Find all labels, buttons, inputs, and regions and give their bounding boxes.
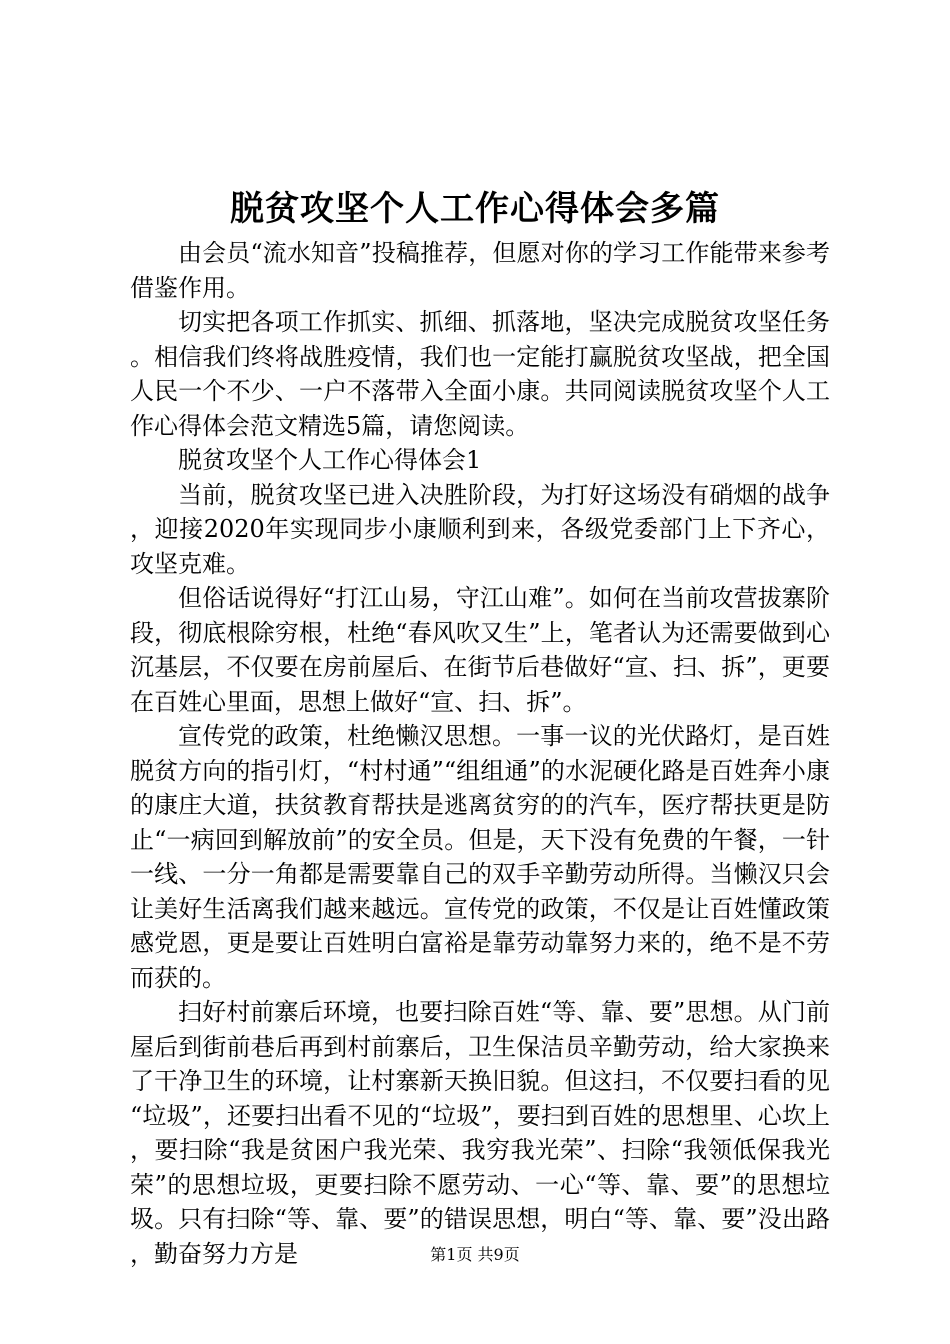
paragraph-body: 当前，脱贫攻坚已进入决胜阶段，为打好这场没有硝烟的战争，迎接2020年实现同步小康顺利到来，各级党委部门上下齐心，攻坚克难。 xyxy=(130,480,830,578)
page-footer: 第1页 共9页 xyxy=(430,1245,520,1264)
document-title: 脱贫攻坚个人工作心得体会多篇 xyxy=(230,189,720,229)
paragraph-intro: 由会员“流水知音”投稿推荐，但愿对你的学习工作能带来参考借鉴作用。 xyxy=(130,239,830,302)
paragraph-body: 宣传党的政策，杜绝懒汉思想。一事一议的光伏路灯，是百姓脱贫方向的指引灯，“村村通”“组组通”的水泥硬化路是百姓奔小康的康庄大道，扶贫教育帮扶是逃离贫穷的的汽车，医疗帮扶更是防止“一病回到解放前”的安全员。但是，天下没有免费的午餐，一针一线、一分一角都是需要靠自己的双手辛勤劳动所得。当懒汉只会让美好生活离我们越来越远。宣传党的政策，不仅是让百姓懂政策感党恩，更是要让百姓明白富裕是靠劳动靠努力来的，绝不是不劳而获的。 xyxy=(130,722,830,992)
paragraph-body: 但俗话说得好“打江山易，守江山难”。如何在当前攻营拔寨阶段，彻底根除穷根，杜绝“春风吹又生”上，笔者认为还需要做到心沉基层，不仅要在房前屋后、在街节后巷做好“宣、扫、拆”，更要在百姓心里面，思想上做好“宣、扫、拆”。 xyxy=(130,584,830,716)
paragraph-summary: 切实把各项工作抓实、抓细、抓落地，坚决完成脱贫攻坚任务。相信我们终将战胜疫情，我们也一定能打赢脱贫攻坚战，把全国人民一个不少、一户不落带入全面小康。共同阅读脱贫攻坚个人工作心得体会范文精选5篇，请您阅读。 xyxy=(130,308,830,440)
section-heading: 脱贫攻坚个人工作心得体会1 xyxy=(178,446,482,474)
paragraph-body: 扫好村前寨后环境，也要扫除百姓“等、靠、要”思想。从门前屋后到街前巷后再到村前寨后，卫生保洁员辛勤劳动，给大家换来了干净卫生的环境，让村寨新天换旧貌。但这扫，不仅要扫看的见“垃圾”，还要扫出看不见的“垃圾”，要扫到百姓的思想里、心坎上，要扫除“我是贫困户我光荣、我穷我光荣”、扫除“我领低保我光荣”的思想垃圾，更要扫除不愿劳动、一心“等、靠、要”的思想垃圾。只有扫除“等、靠、要”的错误思想，明白“等、靠、要”没出路，勤奋努力方是 xyxy=(130,998,830,1268)
document-body xyxy=(130,236,830,1271)
